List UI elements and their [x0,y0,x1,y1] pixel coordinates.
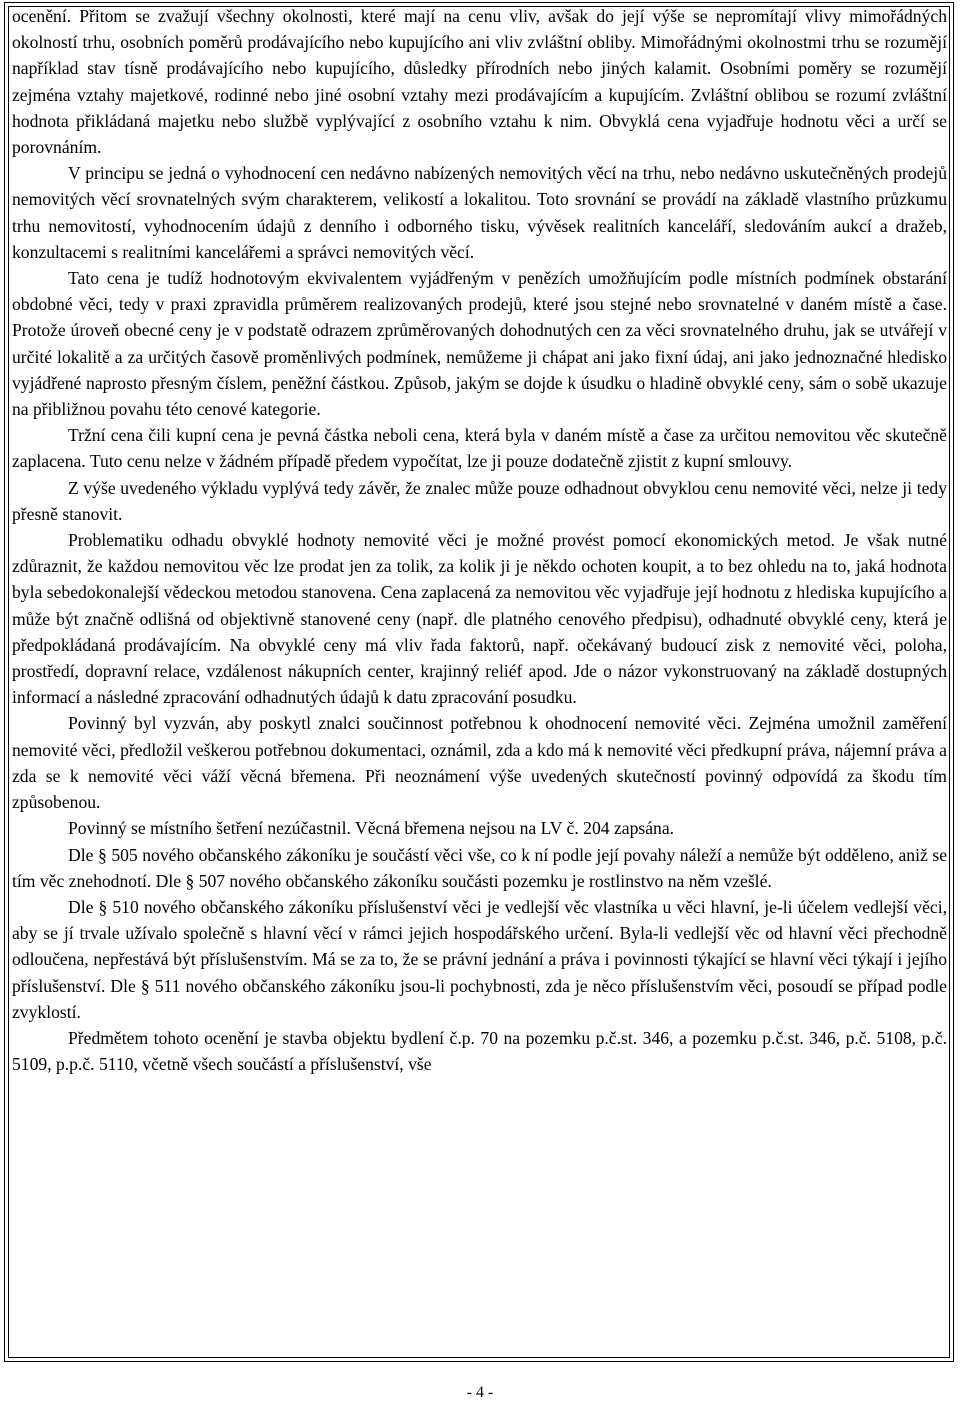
page-number: - 4 - [466,1384,494,1401]
paragraph: Povinný se místního šetření nezúčastnil. Věcná břemena nejsou na LV č. 204 zapsána. [68,818,675,839]
paragraph: Dle § 505 nového občanského zákoníku je součástí věci vše, co k ní podle její povahy náleží a nemůže být odděleno, aniž se tím věc znehodnotí. Dle § 507 nového občanského zákoníku součásti pozemku je rostlinstvo na něm vzešlé. [12,844,947,891]
paragraph: Dle § 510 nového občanského zákoníku příslušenství věci je vedlejší věc vlastníka u věci hlavní, je-li účelem vedlejší věci, aby se jí trvale užívalo společně s hlavní věcí v rámci jejich hospodářského určení. Byla-li vedlejší věc od hlavní věci přechodně odloučena, nepřestává být příslušenstvím. Má se za to, že se právní jednání a práva i povinnosti týkající se hlavní věci týkají i jejího příslušenství. Dle § 511 nového občanského zákoníku jsou-li pochybnosti, zda je něco příslušenstvím věci, posoudí se případ podle zvyklostí. [12,896,947,1022]
paragraph: Předmětem tohoto ocenění je stavba objektu bydlení č.p. 70 na pozemku p.č.st. 346, a pozemku p.č.st. 346, p.č. 5108, p.č. 5109, p.p.č. 5110, včetně všech součástí a příslušenství, vše [12,1027,947,1075]
document-body [12,3,947,1077]
paragraph: ocenění. Přitom se zvažují všechny okolnosti, které mají na cenu vliv, avšak do její výše se nepromítají vlivy mimořádných okolností trhu, osobních poměrů prodávajícího nebo kupujícího ani vliv zvláštní obliby. Mimořádnými okolnostmi trhu se rozumějí například stav tísně prodávajícího nebo kupujícího, důsledky přírodních nebo jiných kalamit. Osobními poměry se rozumějí zejména vztahy majetkové, rodinné nebo jiné osobní vztahy mezi prodávajícím a kupujícím. Zvláštní oblibou se rozumí zvláštní hodnota přikládaná majetku nebo službě vyplývající z osobního vztahu k nim. Obvyklá cena vyjadřuje hodnotu věci a určí se porovnáním. [12,6,947,158]
paragraph: Problematiku odhadu obvyklé hodnoty nemovité věci je možné provést pomocí ekonomických metod. Je však nutné zdůraznit, že každou nemovitou věc lze prodat jen za tolik, za kolik ji je někdo ochoten koupit, a to bez ohledu na to, jaká hodnota byla sebedokonalejší vědeckou metodou stanovena. Cena zaplacená za nemovitou věc vyjadřuje její hodnotu z hlediska kupujícího a může být značně odlišná od objektivně stanovené ceny (např. dle platného cenového předpisu), odhadnuté obvyklé ceny, která je předpokládaná prodávajícím. Na obvyklé ceny má vliv řada faktorů, např. očekávaný budoucí zisk z nemovité věci, poloha, prostředí, dopravní relace, vzdálenost nákupních center, krajinný reliéf apod. Jde o názor vykonstruovaný na základě dostupných informací a následné zpracování odhadnutých údajů k datu zpracování posudku. [12,530,947,708]
paragraph: V principu se jedná o vyhodnocení cen nedávno nabízených nemovitých věcí na trhu, nebo nedávno uskutečněných prodejů nemovitých věcí srovnatelných svým charakterem, velikostí a lokalitou. Toto srovnání se provádí na základě vlastního průzkumu trhu nemovitostí, vyhodnocením údajů z denního i odborného tisku, vývěsek realitních kanceláří, sledováním aukcí a dražeb, konzultacemi s realitními kancelářemi a správci nemovitých věcí. [12,163,947,262]
paragraph: Tato cena je tudíž hodnotovým ekvivalentem vyjádřeným v penězích umožňujícím podle místních podmínek obstarání obdobné věci, tedy v praxi zpravidla průměrem realizovaných prodejů, které jsou stejné nebo srovnatelné v daném místě a čase. Protože úroveň obecné ceny je v podstatě odrazem zprůměrovaných dohodnutých cen za věci srovnatelného druhu, jak se utvářejí v určité lokalitě a za určitých časově proměnlivých podmínek, nemůžeme ji chápat ani jako fixní údaj, ani jako jednoznačné hledisko vyjádřené naprosto přesným číslem, peněžní částkou. Způsob, jakým se dojde k úsudku o hladině obvyklé ceny, sám o sobě ukazuje na přibližnou povahu této cenové kategorie. [12,268,947,420]
paragraph: Z výše uvedeného výkladu vyplývá tedy závěr, že znalec může pouze odhadnout obvyklou cenu nemovité věci, nelze ji tedy přesně stanovit. [12,477,947,524]
paragraph: Tržní cena čili kupní cena je pevná částka neboli cena, která byla v daném místě a čase za určitou nemovitou věc skutečně zaplacena. Tuto cenu nelze v žádném případě předem vypočítat, lze ji pouze dodatečně zjistit z kupní smlouvy. [12,425,947,472]
paragraph: Povinný byl vyzván, aby poskytl znalci součinnost potřebnou k ohodnocení nemovité věci. Zejména umožnil zaměření nemovité věci, předložil veškerou potřebnou dokumentaci, oznámil, zda a kdo má k nemovité věci předkupní práva, nájemní práva a zda se k nemovité věci váží věcná břemena. Při neoznámení výše uvedených skutečností povinný odpovídá za škodu tím způsobenou. [12,713,947,813]
